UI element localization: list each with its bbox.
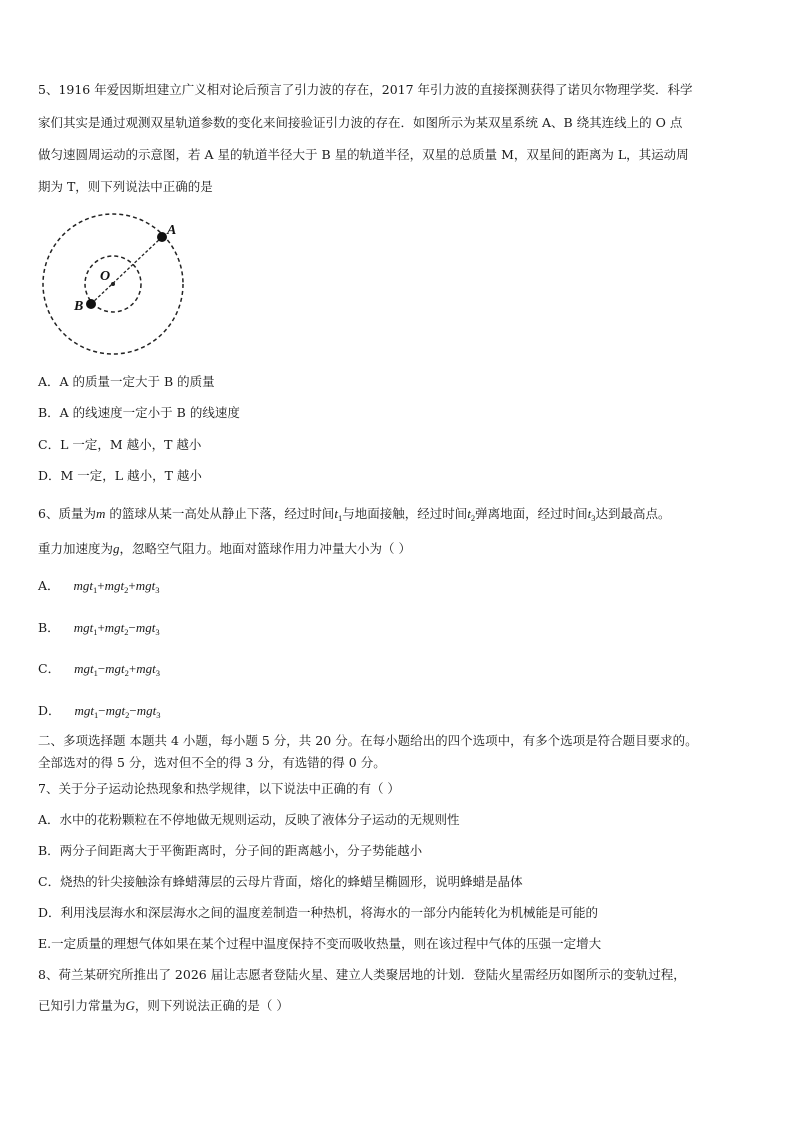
q5-stem-line-4: 期为 T，则下列说法中正确的是 bbox=[38, 179, 213, 194]
section2-instructions-line-2: 全部选对的得 5 分，选对但不全的得 3 分，有选错的得 0 分。 bbox=[38, 755, 386, 770]
q6-text: 弹离地面，经过时间 bbox=[475, 506, 588, 521]
q7-option-b: B．两分子间距离大于平衡距离时，分子间的距离越小，分子势能越小 bbox=[38, 843, 423, 858]
q6-option-d: D． mgt$_1$−mgt$_2$−mgt$_3$ bbox=[38, 703, 161, 720]
q7-option-c: C．烧热的针尖接触涂有蜂蜡薄层的云母片背面，熔化的蜂蜡呈椭圆形，说明蜂蜡是晶体 bbox=[38, 874, 523, 889]
time-t2: $t_2$ bbox=[467, 506, 476, 523]
q5-stem-line-2: 家们其实是通过观测双星轨道参数的变化来间接验证引力波的存在．如图所示为某双星系统 A、B 绕其连线上的 O 点 bbox=[38, 115, 683, 130]
q5-stem-line-3: 做匀速圆周运动的示意图，若 A 星的轨道半径大于 B 星的轨道半径，双星的总质量 M，双星间的距离为 L，其运动周 bbox=[38, 147, 689, 162]
star-b bbox=[86, 299, 96, 309]
center-o-point bbox=[111, 282, 115, 286]
q5-option-a: A．A 的质量一定大于 B 的质量 bbox=[38, 374, 215, 389]
q8-text: 已知引力常量为 bbox=[38, 998, 126, 1013]
q6-option-c: C． mgt$_1$−mgt$_2$+mgt$_3$ bbox=[38, 661, 161, 678]
q7-stem: 7、关于分子运动论热现象和热学规律，以下说法中正确的有（ ） bbox=[38, 781, 400, 796]
gravitational-constant-symbol: G bbox=[125, 998, 135, 1013]
label-b: B bbox=[74, 299, 84, 314]
q8-stem-line-2 bbox=[38, 998, 289, 1014]
q8-text: ，则下列说法正确的是（ ） bbox=[134, 998, 289, 1013]
q5-option-d: D．M 一定，L 越小，T 越小 bbox=[38, 468, 202, 483]
q6-option-b: B． mgt$_1$+mgt$_2$−mgt$_3$ bbox=[38, 620, 160, 637]
q6-text: 与地面接触，经过时间 bbox=[342, 506, 468, 521]
q7-option-d: D．利用浅层海水和深层海水之间的温度差制造一种热机，将海水的一部分内能转化为机械能是可能的 bbox=[38, 905, 599, 920]
label-o: O bbox=[100, 269, 111, 284]
q6-text: ，忽略空气阻力。地面对篮球作用力冲量大小为（ ） bbox=[119, 541, 411, 556]
q8-stem-line-1: 8、荷兰某研究所推出了 2026 届让志愿者登陆火星、建立人类聚居地的计划．登陆火星需经历如图所示的变轨过程， bbox=[38, 967, 686, 982]
q6-stem-line-2 bbox=[38, 541, 411, 557]
q6-option-a: A． mgt$_1$+mgt$_2$+mgt$_3$ bbox=[38, 578, 160, 595]
q6-text: 的篮球从某一高处从静止下落，经过时间 bbox=[105, 506, 335, 521]
label-a: A bbox=[167, 223, 177, 238]
q7-option-e: E.一定质量的理想气体如果在某个过程中温度保持不变而吸收热量，则在该过程中气体的压强一定增大 bbox=[38, 936, 602, 951]
q6-text: 达到最高点。 bbox=[595, 506, 671, 521]
q5-option-c: C．L 一定，M 越小，T 越小 bbox=[38, 437, 202, 452]
q5-stem-line-1: 5、1916 年爱因斯坦建立广义相对论后预言了引力波的存在，2017 年引力波的直接探测获得了诺贝尔物理学奖．科学 bbox=[38, 82, 693, 97]
q5-option-b: B．A 的线速度一定小于 B 的线速度 bbox=[38, 405, 240, 420]
q7-option-a: A．水中的花粉颗粒在不停地做无规则运动，反映了液体分子运动的无规则性 bbox=[38, 812, 460, 827]
section2-instructions-line-1: 二、多项选择题 本题共 4 小题，每小题 5 分，共 20 分。在每小题给出的四个选项中，有多个选项是符合题目要求的。 bbox=[38, 733, 698, 748]
mass-symbol: m bbox=[95, 506, 106, 521]
time-t1: $t_1$ bbox=[334, 506, 343, 523]
binary-star-diagram bbox=[38, 212, 188, 362]
q6-text: 重力加速度为 bbox=[38, 541, 114, 556]
q6-text: 6、质量为 bbox=[38, 506, 96, 521]
time-t3: $t_3$ bbox=[587, 506, 596, 523]
star-a bbox=[157, 232, 167, 242]
gravity-symbol: g bbox=[113, 541, 120, 556]
q6-stem-line-1 bbox=[38, 506, 671, 522]
